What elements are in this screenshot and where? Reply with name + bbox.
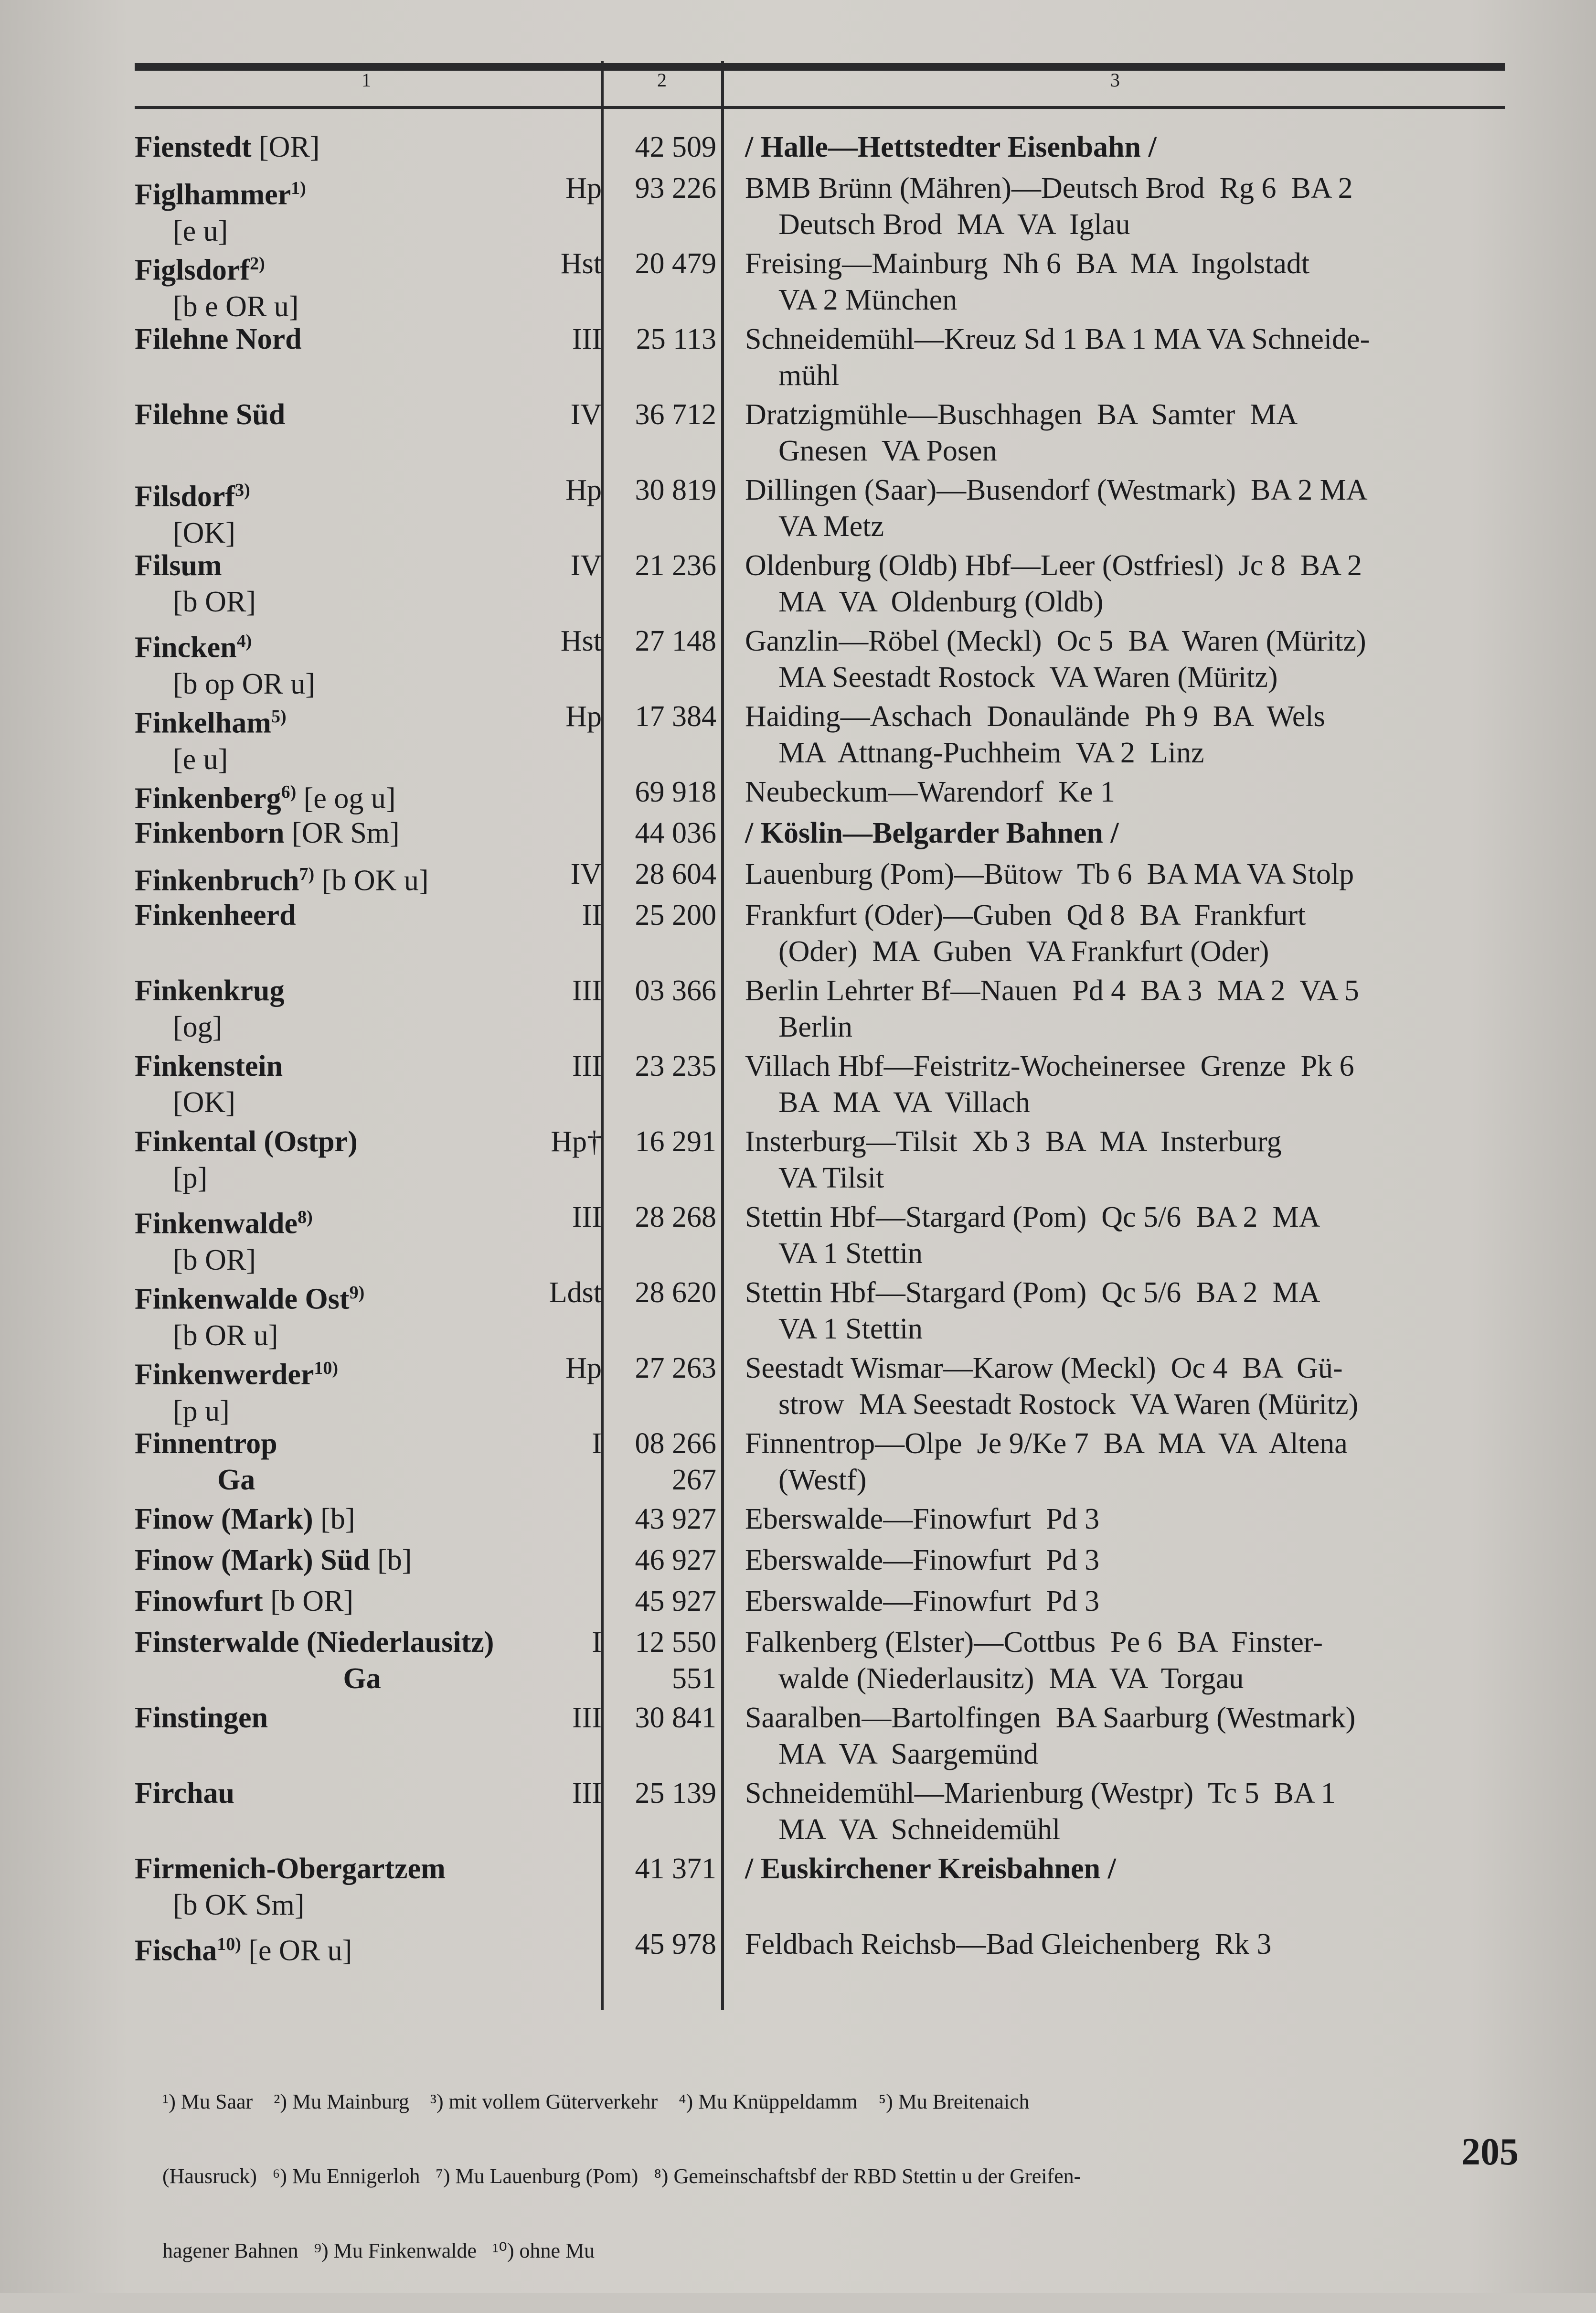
route-description-line1: Dratzigmühle—Buschhagen BA Samter MA (745, 398, 1298, 431)
station-number: 44 036 (635, 817, 716, 849)
station-attributes: [b OK u] (314, 864, 429, 897)
route-description-line1: Haiding—Aschach Donaulände Ph 9 BA Wels (745, 700, 1325, 733)
route-description-line2: VA 1 Stettin (778, 1313, 923, 1345)
footnote-marker: 4) (236, 631, 252, 651)
header-bottom-rule (135, 106, 1505, 109)
page-number: 205 (1461, 2131, 1519, 2173)
route-description-line1: Seestadt Wismar—Karow (Meckl) Oc 4 BA Gü- (745, 1352, 1343, 1384)
station-class: III (572, 1201, 602, 1233)
column-header-3: 3 (1110, 69, 1120, 91)
route-description-line1: BMB Brünn (Mähren)—Deutsch Brod Rg 6 BA 2 (745, 172, 1353, 204)
station-attributes-line2: Ga (173, 1662, 381, 1695)
station-number: 16 291 (635, 1125, 716, 1158)
table-row (0, 1624, 1596, 1700)
station-attributes: [e OR u] (241, 1934, 352, 1967)
station-class: IV (570, 858, 602, 890)
station-class: I (592, 1427, 602, 1460)
station-name: Figlhammer (135, 178, 291, 211)
station-class: III (572, 1777, 602, 1810)
station-name: Finkenwerder (135, 1358, 314, 1391)
route-description (745, 1624, 1519, 1697)
station-attributes-line2: [p] (173, 1162, 208, 1194)
station-name-cell (135, 1851, 593, 1923)
route-description (745, 1926, 1519, 1962)
station-class: I (592, 1626, 602, 1659)
station-name: Finsterwalde (Niederlausitz) (135, 1626, 494, 1659)
route-description (745, 897, 1519, 970)
route-description-line2: (Oder) MA Guben VA Frankfurt (Oder) (778, 935, 1269, 968)
route-description-line2: BA MA VA Villach (778, 1086, 1030, 1119)
station-name: Fischa (135, 1934, 217, 1967)
route-description-line2: MA VA Saargemünd (778, 1738, 1039, 1770)
route-description-line2: MA VA Schneidemühl (778, 1813, 1061, 1846)
route-description (745, 1425, 1519, 1498)
route-description-line2: VA 2 München (778, 284, 958, 316)
footnote-marker: 1) (291, 178, 306, 198)
station-name: Finstingen (135, 1702, 268, 1734)
route-description (745, 129, 1519, 165)
footnotes (162, 2040, 1538, 2313)
table-row (0, 1124, 1596, 1199)
table-row (0, 1926, 1596, 1967)
table-row (0, 246, 1596, 321)
table-row (0, 472, 1596, 547)
station-name-cell (135, 129, 593, 165)
station-class: II (582, 899, 602, 932)
table-row (0, 129, 1596, 170)
station-attributes-line2: [b OR] (173, 586, 256, 618)
route-description (745, 815, 1519, 851)
footnote-line-3: hagener Bahnen ⁹) Mu Finkenwalde ¹⁰) ohne Mu (162, 2239, 595, 2262)
route-description-line1: Oldenburg (Oldb) Hbf—Leer (Ostfriesl) Jc 8 BA 2 (745, 549, 1362, 582)
route-description (745, 698, 1519, 771)
route-description-line1: Frankfurt (Oder)—Guben Qd 8 BA Frankfurt (745, 899, 1306, 932)
route-description-line1: Eberswalde—Finowfurt Pd 3 (745, 1585, 1100, 1617)
route-description-line1: Finnentrop—Olpe Je 9/Ke 7 BA MA VA Altena (745, 1427, 1348, 1460)
table-row (0, 321, 1596, 396)
station-name: Finkenwalde (135, 1207, 298, 1240)
station-attributes-line2: [b OK Sm] (173, 1889, 305, 1921)
footnote-line-1: ¹) Mu Saar ²) Mu Mainburg ³) mit vollem Güterverkehr ⁴) Mu Knüppeldamm ⁵) Mu Breitenaich (162, 2090, 1030, 2113)
route-description (745, 1274, 1519, 1347)
station-name: Filehne Nord (135, 323, 302, 355)
footnote-marker: 10) (217, 1934, 241, 1954)
station-class: Hst (560, 247, 602, 280)
station-attributes: [b] (370, 1544, 412, 1576)
route-description-line1: / Halle—Hettstedter Eisenbahn / (745, 131, 1157, 163)
station-class: Hst (560, 625, 602, 657)
station-number: 36 712 (635, 398, 716, 431)
table-row (0, 856, 1596, 897)
route-description-line1: / Euskirchener Kreisbahnen / (745, 1853, 1116, 1885)
station-class: Hp (565, 172, 602, 204)
footnote-marker: 2) (250, 254, 265, 274)
station-number: 03 366 (635, 974, 716, 1007)
station-name: Fienstedt (135, 131, 252, 163)
route-description-line1: Berlin Lehrter Bf—Nauen Pd 4 BA 3 MA 2 VA 5 (745, 974, 1359, 1007)
station-name: Finkenstein (135, 1050, 283, 1082)
route-description (745, 246, 1519, 318)
route-description (745, 1851, 1519, 1887)
station-number: 28 604 (635, 858, 716, 890)
table-row (0, 815, 1596, 856)
station-class: III (572, 323, 602, 355)
station-attributes-line2: [og] (173, 1011, 223, 1043)
route-description-line1: Schneidemühl—Kreuz Sd 1 BA 1 MA VA Schneide- (745, 323, 1370, 355)
station-name: Finkenwalde Ost (135, 1283, 350, 1316)
route-description (745, 774, 1519, 810)
route-description-line2: strow MA Seestadt Rostock VA Waren (Müritz) (778, 1388, 1359, 1421)
route-description-line2: Berlin (778, 1011, 852, 1043)
table-row (0, 698, 1596, 774)
route-description-line2: MA Attnang-Puchheim VA 2 Linz (778, 737, 1204, 769)
station-number: 30 841 (635, 1702, 716, 1734)
table-row (0, 1048, 1596, 1124)
route-description (745, 1199, 1519, 1272)
station-name: Firchau (135, 1777, 234, 1810)
station-name: Firmenich-Obergartzem (135, 1853, 446, 1885)
station-number: 25 139 (635, 1777, 716, 1810)
route-description-line1: Insterburg—Tilsit Xb 3 BA MA Insterburg (745, 1125, 1282, 1158)
station-number: 21 236 (635, 549, 716, 582)
route-description-line1: Lauenburg (Pom)—Bütow Tb 6 BA MA VA Stolp (745, 858, 1354, 890)
route-description (745, 1350, 1519, 1423)
station-name: Finkental (Ostpr) (135, 1125, 358, 1158)
table-row (0, 897, 1596, 973)
route-description (745, 1542, 1519, 1578)
route-description-line2: VA Tilsit (778, 1162, 884, 1194)
table-row (0, 1350, 1596, 1425)
station-name-cell (135, 774, 593, 817)
station-class: Hp (565, 700, 602, 733)
station-attributes: [OR Sm] (284, 817, 400, 849)
station-attributes: [b OR] (263, 1585, 354, 1617)
route-description-line1: Freising—Mainburg Nh 6 BA MA Ingolstadt (745, 247, 1310, 280)
station-attributes-line2: [e u] (173, 214, 228, 247)
station-name: Figlsdorf (135, 254, 250, 287)
footnote-marker: 3) (235, 480, 250, 500)
route-description (745, 1501, 1519, 1537)
route-description (745, 1048, 1519, 1121)
route-description-line1: Neubeckum—Warendorf Ke 1 (745, 776, 1115, 808)
station-name-cell (135, 1501, 593, 1537)
footnote-marker: 7) (299, 864, 315, 884)
route-description (745, 1124, 1519, 1196)
table-row (0, 1700, 1596, 1775)
station-number: 30 819 (635, 474, 716, 506)
station-number: 42 509 (635, 131, 716, 163)
station-number: 69 918 (635, 776, 716, 808)
table-row (0, 1425, 1596, 1501)
station-attributes-line2: [b e OR u] (173, 290, 299, 323)
station-number: 23 235 (635, 1050, 716, 1082)
table-row (0, 1851, 1596, 1926)
station-name-cell (135, 815, 593, 851)
route-description-line1: Falkenberg (Elster)—Cottbus Pe 6 BA Finster- (745, 1626, 1323, 1659)
table-row (0, 623, 1596, 698)
station-name-cell (135, 1583, 593, 1619)
station-name: Finkenbruch (135, 864, 299, 897)
footnote-marker: 5) (271, 707, 287, 727)
station-name: Finkenberg (135, 782, 281, 815)
station-number: 28 268 (635, 1201, 716, 1233)
station-name: Finow (Mark) (135, 1503, 313, 1535)
station-attributes-line2: [OK] (173, 1086, 235, 1119)
station-name: Finowfurt (135, 1585, 263, 1617)
station-attributes-line2: [OK] (173, 516, 235, 549)
route-description (745, 1583, 1519, 1619)
table-row (0, 774, 1596, 815)
table-row (0, 1501, 1596, 1542)
table-row (0, 1775, 1596, 1851)
table-row (0, 1583, 1596, 1624)
station-attributes: [OR] (251, 131, 320, 163)
station-number: 45 927 (635, 1585, 716, 1617)
table-row (0, 547, 1596, 623)
station-class: III (572, 1050, 602, 1082)
route-description (745, 321, 1519, 394)
station-attributes-line2: [b OR] (173, 1243, 256, 1276)
station-attributes-line2: [b op OR u] (173, 667, 315, 700)
station-name: Finnentrop (135, 1427, 277, 1460)
station-name: Finkenborn (135, 817, 285, 849)
station-number: 27 263 (635, 1352, 716, 1384)
station-class: Hp† (551, 1125, 602, 1158)
route-description-line1: Ganzlin—Röbel (Meckl) Oc 5 BA Waren (Müritz) (745, 625, 1366, 657)
route-description (745, 396, 1519, 469)
station-class: III (572, 1702, 602, 1734)
station-attributes-line2: [p u] (173, 1394, 230, 1427)
station-class: IV (570, 398, 602, 431)
route-description-line1: Stettin Hbf—Stargard (Pom) Qc 5/6 BA 2 MA (745, 1201, 1320, 1233)
station-number: 08 266 267 (635, 1427, 716, 1496)
station-name: Fincken (135, 631, 237, 664)
station-number: 93 226 (635, 172, 716, 204)
column-header-1: 1 (362, 69, 371, 91)
station-name-cell (135, 1542, 593, 1578)
station-number: 17 384 (635, 700, 716, 733)
station-attributes-line2: Ga (173, 1464, 255, 1496)
route-description-line2: Deutsch Brod MA VA Iglau (778, 208, 1130, 241)
station-class: III (572, 974, 602, 1007)
route-description (745, 472, 1519, 545)
station-number: 12 550 551 (635, 1626, 716, 1695)
station-class: Hp (565, 474, 602, 506)
footnote-marker: 8) (298, 1207, 313, 1227)
table-row (0, 170, 1596, 246)
footnote-marker: 6) (281, 782, 297, 802)
route-description-line1: Eberswalde—Finowfurt Pd 3 (745, 1503, 1100, 1535)
station-number: 27 148 (635, 625, 716, 657)
station-number: 41 371 (635, 1853, 716, 1885)
route-description-line1: Feldbach Reichsb—Bad Gleichenberg Rk 3 (745, 1928, 1272, 1960)
route-description-line1: Saaralben—Bartolfingen BA Saarburg (Westmark) (745, 1702, 1356, 1734)
route-description-line2: VA Metz (778, 510, 884, 543)
station-name: Finkenkrug (135, 974, 285, 1007)
route-description-line1: / Köslin—Belgarder Bahnen / (745, 817, 1119, 849)
route-description-line2: walde (Niederlausitz) MA VA Torgau (778, 1662, 1244, 1695)
station-class: Ldst (549, 1276, 602, 1309)
station-number: 20 479 (635, 247, 716, 280)
station-attributes: [b] (313, 1503, 355, 1535)
route-description (745, 856, 1519, 892)
table-row (0, 1542, 1596, 1583)
station-name: Filsdorf (135, 480, 235, 513)
column-header-2: 2 (657, 69, 667, 91)
route-description-line2: MA VA Oldenburg (Oldb) (778, 586, 1104, 618)
station-name: Filsum (135, 549, 222, 582)
route-description (745, 547, 1519, 620)
station-name: Finkelham (135, 707, 271, 739)
route-description-line1: Villach Hbf—Feistritz-Wocheinersee Grenze Pk 6 (745, 1050, 1354, 1082)
route-description-line1: Stettin Hbf—Stargard (Pom) Qc 5/6 BA 2 MA (745, 1276, 1320, 1309)
station-number: 43 927 (635, 1503, 716, 1535)
route-description (745, 1775, 1519, 1848)
route-description-line1: Schneidemühl—Marienburg (Westpr) Tc 5 BA 1 (745, 1777, 1336, 1810)
station-number: 46 927 (635, 1544, 716, 1576)
route-description-line1: Eberswalde—Finowfurt Pd 3 (745, 1544, 1100, 1576)
station-class: Hp (565, 1352, 602, 1384)
route-description (745, 1700, 1519, 1772)
route-description-line2: VA 1 Stettin (778, 1237, 923, 1270)
route-description-line2: MA Seestadt Rostock VA Waren (Müritz) (778, 661, 1278, 694)
station-attributes-line2: [e u] (173, 743, 228, 776)
footnote-marker: 10) (314, 1358, 339, 1378)
station-name-cell (135, 1926, 593, 1969)
station-name: Finkenheerd (135, 899, 296, 932)
table-row (0, 396, 1596, 472)
route-description (745, 623, 1519, 696)
station-name: Finow (Mark) Süd (135, 1544, 370, 1576)
station-attributes-line2: [b OR u] (173, 1319, 278, 1352)
station-number: 25 200 (635, 899, 716, 932)
table-row (0, 1274, 1596, 1350)
station-class: IV (570, 549, 602, 582)
route-description (745, 973, 1519, 1045)
station-number: 45 978 (635, 1928, 716, 1960)
footnote-line-2: (Hausruck) ⁶) Mu Ennigerloh ⁷) Mu Lauenburg (Pom) ⁸) Gemeinschaftsbf der RBD Stettin u der Greifen- (162, 2164, 1081, 2188)
route-description-line2: mühl (778, 359, 840, 392)
route-description-line2: Gnesen VA Posen (778, 435, 997, 467)
footnote-marker: 9) (349, 1283, 365, 1303)
station-number: 28 620 (635, 1276, 716, 1309)
route-description (745, 170, 1519, 243)
table-row (0, 973, 1596, 1048)
route-description-line1: Dillingen (Saar)—Busendorf (Westmark) BA 2 MA (745, 474, 1368, 506)
station-number: 25 113 (636, 323, 716, 355)
station-attributes: [e og u] (296, 782, 396, 815)
table-row (0, 1199, 1596, 1274)
station-name: Filehne Süd (135, 398, 286, 431)
route-description-line2: (Westf) (778, 1464, 867, 1496)
